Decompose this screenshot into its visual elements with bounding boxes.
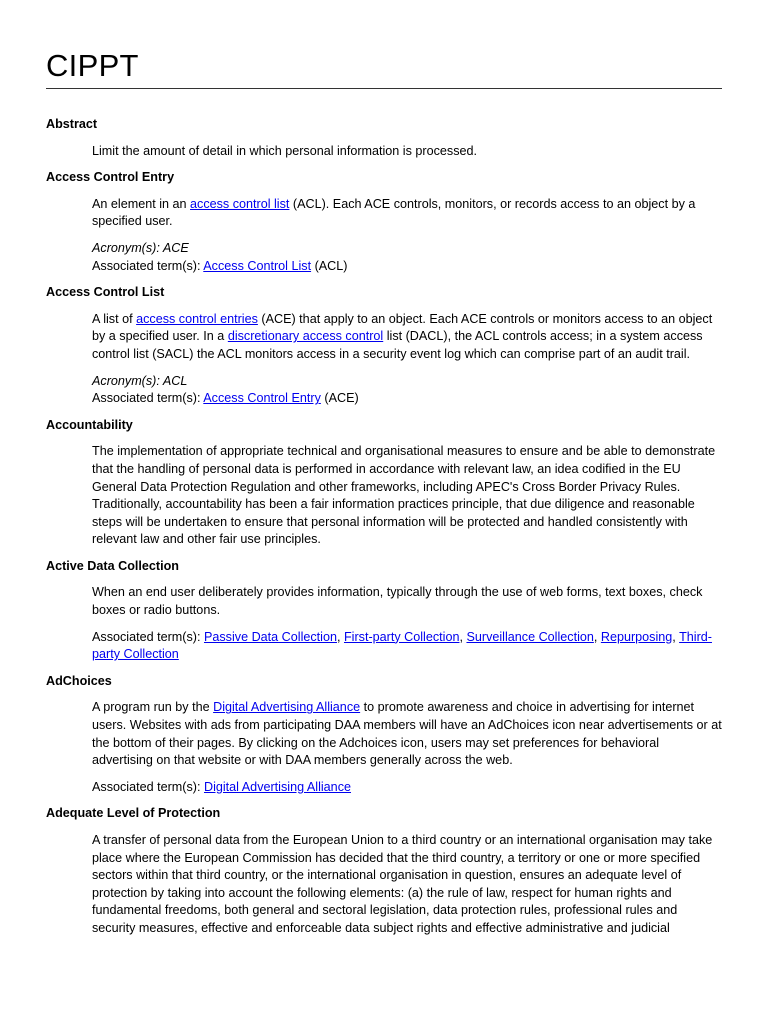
term-heading: Access Control Entry	[46, 170, 175, 185]
acronym-text: Acronym(s): ACL	[92, 373, 188, 388]
link-surveillance-collection[interactable]: Surveillance Collection	[466, 629, 594, 644]
associated-label: Associated term(s):	[92, 779, 204, 794]
term-definition: A transfer of personal data from the European Union to a third country or an international organisation may take place where the European Commission has decided that the third country, a territory or one or more specified sectors within that third country, or the international organisation in question, ensures an adequate level of protection by taking into account the following elements: (a) the rule of law, respect for human rights and fundamental freedoms, both general and sectoral legislation, data protection rules, professional rules and security measures, effective and enforceable data subject rights and effective administrative and judicial	[92, 833, 713, 935]
term-definition: When an end user deliberately provides information, typically through the use of web forms, text boxes, check boxes or radio buttons.	[92, 585, 703, 618]
term-body	[46, 143, 722, 161]
associated-suffix: (ACE)	[320, 391, 359, 406]
link-digital-advertising-alliance-assoc[interactable]: Digital Advertising Alliance	[203, 779, 351, 794]
entry-access-control-list	[46, 275, 722, 408]
term-body	[46, 832, 722, 938]
definition-text: A list of	[92, 311, 137, 326]
definition-text: (ACE) that apply to an object. Each ACE controls or monitors access to an object by a specified user. In a	[92, 311, 713, 344]
term-meta	[92, 779, 722, 797]
link-access-control-list-assoc[interactable]: Access Control List	[203, 258, 312, 273]
link-first-party-collection[interactable]: First-party Collection	[343, 629, 460, 644]
term-body	[46, 311, 722, 408]
term-heading: Abstract	[46, 117, 98, 131]
link-separator: ,	[459, 629, 467, 644]
term-heading: Access Control List	[46, 285, 165, 300]
associated-suffix: (ACL)	[311, 258, 348, 273]
term-heading: Adequate Level of Protection	[46, 806, 221, 821]
entry-abstract	[46, 89, 722, 160]
term-definition	[92, 196, 722, 231]
term-body	[46, 699, 722, 796]
definition-text: to promote awareness and choice in advertising for internet users. Websites with ads from participating DAA members will have an AdChoices icon near advertisements or at the bottom of their pages. By clicking on the Adchoices icon, users may set preferences for behavioral advertising on that website or with DAA members generally across the web.	[92, 700, 722, 768]
acronym-text: Acronym(s): ACE	[92, 240, 189, 255]
term-meta	[92, 629, 722, 664]
link-access-control-entries[interactable]: access control entries	[136, 311, 258, 326]
term-definition	[92, 311, 722, 364]
link-repurposing[interactable]: Repurposing	[600, 629, 673, 644]
entry-adchoices	[46, 664, 722, 797]
definition-text: An element in an	[92, 196, 191, 211]
page-title: CIPPT	[46, 0, 722, 89]
term-meta	[92, 240, 722, 275]
term-meta	[92, 373, 722, 408]
associated-label: Associated term(s):	[92, 391, 204, 406]
entry-active-data-collection	[46, 549, 722, 664]
link-digital-advertising-alliance[interactable]: Digital Advertising Alliance	[213, 700, 361, 715]
term-heading: AdChoices	[46, 673, 112, 688]
link-separator: ,	[593, 629, 601, 644]
term-body	[46, 196, 722, 275]
link-access-control-list[interactable]: access control list	[190, 196, 290, 211]
definition-text: A program run by the	[92, 700, 214, 715]
term-body	[46, 584, 722, 663]
term-heading: Accountability	[46, 417, 133, 432]
link-separator: ,	[336, 629, 344, 644]
link-third-party-collection[interactable]: Third-party Collection	[92, 629, 712, 662]
entry-accountability	[46, 408, 722, 549]
entry-adequate-level-of-protection	[46, 796, 722, 937]
link-passive-data-collection[interactable]: Passive Data Collection	[203, 629, 337, 644]
associated-label: Associated term(s):	[92, 629, 204, 644]
term-definition: The implementation of appropriate technical and organisational measures to ensure and be able to demonstrate that the handling of personal data is performed in accordance with relevant law, an idea codified in the EU General Data Protection Regulation and other frameworks, including APEC's Cross Border Privacy Rules. Traditionally, accountability has been a fair information practices principle, that due diligence and reasonable steps will be undertaken to ensure that personal information will be protected and handled consistently with relevant law and other fair use principles.	[92, 444, 716, 547]
link-discretionary-access-control[interactable]: discretionary access control	[227, 329, 384, 344]
definition-text: (ACL). Each ACE controls, monitors, or records access to an object by a specified user.	[92, 196, 696, 229]
associated-label: Associated term(s):	[92, 258, 204, 273]
term-heading: Active Data Collection	[46, 558, 179, 573]
term-definition: Limit the amount of detail in which personal information is processed.	[92, 143, 478, 158]
entry-access-control-entry	[46, 160, 722, 275]
definition-text: list (DACL), the ACL controls access; in a system access control list (SACL) the ACL monitors access in a security event log which can comprise part of an audit trail.	[92, 329, 703, 361]
link-separator: ,	[672, 629, 680, 644]
term-definition	[92, 699, 722, 769]
link-access-control-entry-assoc[interactable]: Access Control Entry	[203, 391, 321, 406]
term-body	[46, 443, 722, 549]
